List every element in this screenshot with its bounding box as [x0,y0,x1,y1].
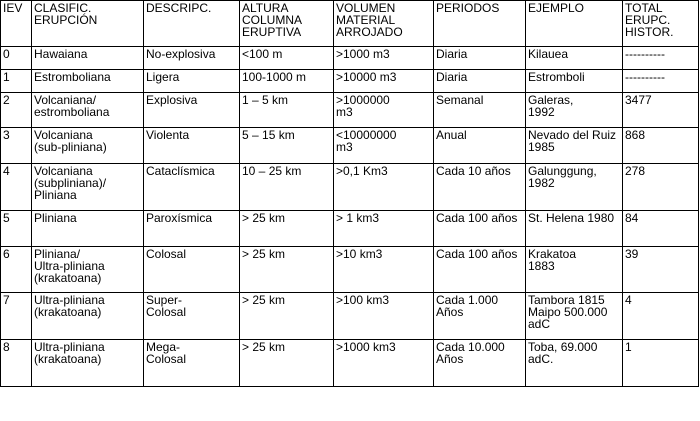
table-cell: >0,1 Km3 [334,164,434,211]
table-cell: Diaria [434,47,526,70]
table-cell: No-explosiva [144,47,240,70]
table-cell: 3477 [623,93,699,128]
table-cell: Paroxísmica [144,211,240,247]
table-cell: 4 [623,293,699,340]
table-cell: > 25 km [240,211,334,247]
table-cell: 1 [623,340,699,387]
table-cell: Tambora 1815 Maipo 500.000 adC [526,293,623,340]
header-cell-periodos: PERIODOS [434,1,526,47]
table-row [1,128,699,164]
table-cell: Explosiva [144,93,240,128]
table-cell: Mega- Colosal [144,340,240,387]
table-cell: Pliniana [32,211,144,247]
table-cell: Volcaniana (sub-pliniana) [32,128,144,164]
table-cell: Colosal [144,247,240,293]
table-cell: 278 [623,164,699,211]
table-cell: Galunggung, 1982 [526,164,623,211]
table-cell: 10 – 25 km [240,164,334,211]
header-cell-descripcion: DESCRIPC. [144,1,240,47]
table-row [1,211,699,247]
table-cell: 1 [1,70,32,93]
table-cell: > 1 km3 [334,211,434,247]
table-cell: Toba, 69.000 adC. [526,340,623,387]
table-cell: Ultra-pliniana (krakatoana) [32,340,144,387]
table-row [1,293,699,340]
table-row [1,247,699,293]
table-cell: Nevado del Ruiz 1985 [526,128,623,164]
table-row [1,340,699,387]
table-cell: Kilauea [526,47,623,70]
table-cell: 39 [623,247,699,293]
table-cell: 84 [623,211,699,247]
table-cell: Ultra-pliniana (krakatoana) [32,293,144,340]
table-cell: Galeras, 1992 [526,93,623,128]
table-cell: Volcaniana/ estromboliana [32,93,144,128]
header-cell-iev: IEV [1,1,32,47]
table-cell: Diaria [434,70,526,93]
header-cell-total: TOTAL ERUPC. HISTOR. [623,1,699,47]
table-cell: Estromboli [526,70,623,93]
table-cell: Pliniana/ Ultra-pliniana (krakatoana) [32,247,144,293]
table-cell: Cada 100 años [434,211,526,247]
table-cell: Krakatoa 1883 [526,247,623,293]
table-cell: <100 m [240,47,334,70]
table-cell: 5 – 15 km [240,128,334,164]
table-cell: 100-1000 m [240,70,334,93]
table-cell: Hawaiana [32,47,144,70]
header-row [1,1,699,47]
table-cell: Cada 1.000 Años [434,293,526,340]
header-cell-volumen: VOLUMEN MATERIAL ARROJADO [334,1,434,47]
table-cell: <10000000 m3 [334,128,434,164]
table-cell: Estromboliana [32,70,144,93]
table-cell: 6 [1,247,32,293]
header-cell-clasificacion: CLASIFIC. ERUPCIÓN [32,1,144,47]
table-cell: >10000 m3 [334,70,434,93]
table-cell: ---------- [623,70,699,93]
table-cell: St. Helena 1980 [526,211,623,247]
table-cell: Violenta [144,128,240,164]
header-cell-altura: ALTURA COLUMNA ERUPTIVA [240,1,334,47]
table-cell: Cada 10 años [434,164,526,211]
table-cell: ---------- [623,47,699,70]
table-cell: Ligera [144,70,240,93]
table-cell: 8 [1,340,32,387]
table-cell: 7 [1,293,32,340]
table-row [1,164,699,211]
table-cell: >100 km3 [334,293,434,340]
table-cell: > 25 km [240,247,334,293]
table-cell: 0 [1,47,32,70]
table-row [1,93,699,128]
table-cell: 3 [1,128,32,164]
table-cell: >1000 m3 [334,47,434,70]
table-row [1,70,699,93]
table-cell: Super- Colosal [144,293,240,340]
table-cell: Cada 10.000 Años [434,340,526,387]
table-cell: Semanal [434,93,526,128]
table-cell: >10 km3 [334,247,434,293]
table-cell: 868 [623,128,699,164]
table-cell: >1000 km3 [334,340,434,387]
table-cell: 4 [1,164,32,211]
table-cell: Anual [434,128,526,164]
table-cell: > 25 km [240,293,334,340]
header-cell-ejemplo: EJEMPLO [526,1,623,47]
table-cell: Cada 100 años [434,247,526,293]
table-cell: 1 – 5 km [240,93,334,128]
table-row [1,47,699,70]
table-cell: Volcaniana (subpliniana)/ Pliniana [32,164,144,211]
table-cell: > 25 km [240,340,334,387]
table-cell: 2 [1,93,32,128]
table-cell: 5 [1,211,32,247]
table-cell: Cataclísmica [144,164,240,211]
table-cell: >1000000 m3 [334,93,434,128]
